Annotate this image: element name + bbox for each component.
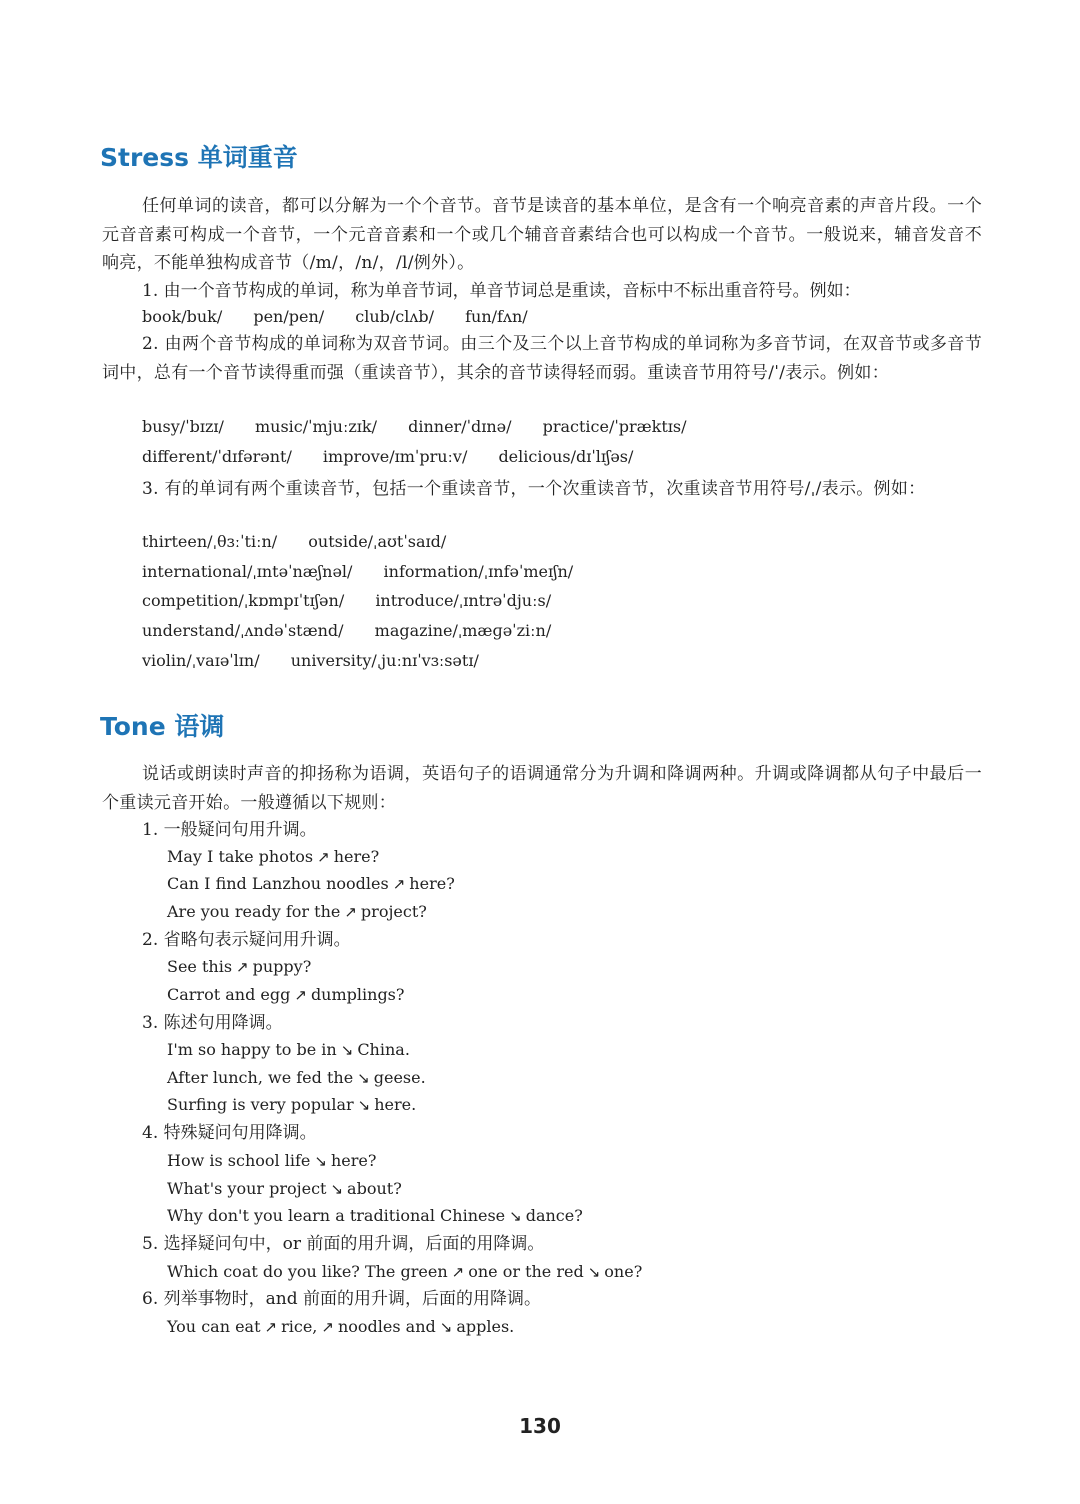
rule3-examples-d xyxy=(142,619,577,643)
tone-rule-5: 5. 选择疑问句中，or 前面的用升调，后面的用降调。 xyxy=(142,1234,545,1254)
example-word: outside/ˌaʊtˈsaɪd/ xyxy=(308,532,447,551)
example-word: international/ˌɪntəˈnæʃnəl/ xyxy=(142,562,353,581)
falling-arrow-icon: ↘ xyxy=(587,1263,601,1281)
example-word: fun/fʌn/ xyxy=(465,307,528,326)
example-sentence: What's your project ↘ about? xyxy=(167,1177,402,1201)
example-word: practice/ˈpræktɪs/ xyxy=(542,417,687,436)
stress-rule-1: 1. 由一个音节构成的单词，称为单音节词，单音节词总是重读，音标中不标出重音符号。例如： xyxy=(142,281,861,301)
falling-arrow-icon: ↘ xyxy=(314,1152,327,1170)
example-word: information/ˌɪnfəˈmeɪʃn/ xyxy=(383,562,574,581)
example-sentence: After lunch, we fed the ↘ geese. xyxy=(167,1066,426,1090)
example-word: improve/ɪmˈpruːv/ xyxy=(322,447,468,466)
rising-arrow-icon: ↗ xyxy=(344,903,357,921)
example-word: club/clʌb/ xyxy=(355,307,434,326)
rising-arrow-icon: ↗ xyxy=(236,958,249,976)
example-word: introduce/ˌɪntrəˈdjuːs/ xyxy=(375,591,552,610)
falling-arrow-icon: ↘ xyxy=(340,1041,354,1059)
example-word: competition/ˌkɒmpɪˈtɪʃən/ xyxy=(142,591,345,610)
example-sentence: I'm so happy to be in ↘ China. xyxy=(167,1038,410,1062)
example-word: book/buk/ xyxy=(142,307,223,326)
tone-rule-1: 1. 一般疑问句用升调。 xyxy=(142,820,317,840)
example-sentence: How is school life ↘ here? xyxy=(167,1149,376,1173)
example-word: magazine/ˌmæɡəˈziːn/ xyxy=(374,621,552,640)
example-word: different/ˈdɪfərənt/ xyxy=(142,447,292,466)
example-sentence: You can eat ↗ rice, ↗ noodles and ↘ apples. xyxy=(167,1315,514,1339)
example-sentence: Can I find Lanzhou noodles ↗ here? xyxy=(167,872,455,896)
example-sentence: Surfing is very popular ↘ here. xyxy=(167,1093,416,1117)
page-number: 130 xyxy=(519,1414,561,1438)
rule3-examples-e xyxy=(142,649,505,673)
example-sentence: See this ↗ puppy? xyxy=(167,955,311,979)
example-word: violin/ˌvaɪəˈlɪn/ xyxy=(142,651,260,670)
rising-arrow-icon: ↗ xyxy=(451,1263,465,1281)
falling-arrow-icon: ↘ xyxy=(330,1180,344,1198)
rising-arrow-icon: ↗ xyxy=(294,986,307,1004)
example-word: thirteen/ˌθɜːˈtiːn/ xyxy=(142,532,278,551)
tone-heading: Tone 语调 xyxy=(100,712,225,741)
example-word: understand/ˌʌndəˈstænd/ xyxy=(142,621,344,640)
rule3-examples-c xyxy=(142,589,577,613)
example-word: university/ˌjuːnɪˈvɜːsətɪ/ xyxy=(290,651,479,670)
rule1-examples xyxy=(142,305,554,329)
example-word: pen/pen/ xyxy=(253,307,325,326)
example-sentence: Which coat do you like? The green ↗ one or the red ↘ one? xyxy=(167,1260,642,1284)
stress-intro: 任何单词的读音，都可以分解为一个个音节。音节是读音的基本单位，是含有一个响亮音素的声音片段。一个元音音素可构成一个音节，一个元音音素和一个或几个辅音音素结合也可以构成一个音节。一般说来，辅音发音不响亮，不能单独构成音节（/m/，/n/，/l/例外）。 xyxy=(102,196,982,273)
example-sentence: Are you ready for the ↗ project? xyxy=(167,900,427,924)
example-sentence: Why don't you learn a traditional Chinese ↘ dance? xyxy=(167,1204,583,1228)
tone-rule-4: 4. 特殊疑问句用降调。 xyxy=(142,1123,317,1143)
example-word: music/ˈmjuːzɪk/ xyxy=(254,417,377,436)
rule3-examples-b xyxy=(142,560,599,584)
rising-arrow-icon: ↗ xyxy=(264,1318,278,1336)
rule2-examples-b xyxy=(142,445,659,469)
rule3-examples-a xyxy=(142,530,472,554)
rule2-examples-a xyxy=(142,415,713,439)
example-sentence: Carrot and egg ↗ dumplings? xyxy=(167,983,404,1007)
falling-arrow-icon: ↘ xyxy=(357,1069,370,1087)
tone-rule-2: 2. 省略句表示疑问用升调。 xyxy=(142,930,351,950)
tone-intro: 说话或朗读时声音的抑扬称为语调，英语句子的语调通常分为升调和降调两种。升调或降调都从句子中最后一个重读元音开始。一般遵循以下规则： xyxy=(102,764,982,813)
example-word: delicious/dɪˈlɪʃəs/ xyxy=(498,447,634,466)
stress-heading: Stress 单词重音 xyxy=(100,143,298,172)
rising-arrow-icon: ↗ xyxy=(392,875,406,893)
example-sentence: May I take photos ↗ here? xyxy=(167,845,379,869)
falling-arrow-icon: ↘ xyxy=(357,1096,371,1114)
falling-arrow-icon: ↘ xyxy=(439,1318,453,1336)
rising-arrow-icon: ↗ xyxy=(317,848,330,866)
tone-rule-3: 3. 陈述句用降调。 xyxy=(142,1013,283,1033)
tone-rule-6: 6. 列举事物时，and 前面的用升调，后面的用降调。 xyxy=(142,1289,541,1309)
falling-arrow-icon: ↘ xyxy=(509,1207,522,1225)
example-word: dinner/ˈdɪnə/ xyxy=(408,417,512,436)
rising-arrow-icon: ↗ xyxy=(321,1318,334,1336)
stress-rule-2: 2. 由两个音节构成的单词称为双音节词。由三个及三个以上音节构成的单词称为多音节词，在双音节或多音节词中，总有一个音节读得重而强（重读音节），其余的音节读得轻而弱。重读音节用符号/ˈ/表示。例如： xyxy=(102,334,982,383)
example-word: busy/ˈbɪzɪ/ xyxy=(142,417,224,436)
stress-rule-3: 3. 有的单词有两个重读音节，包括一个重读音节，一个次重读音节，次重读音节用符号/ˌ/表示。例如： xyxy=(142,479,926,499)
